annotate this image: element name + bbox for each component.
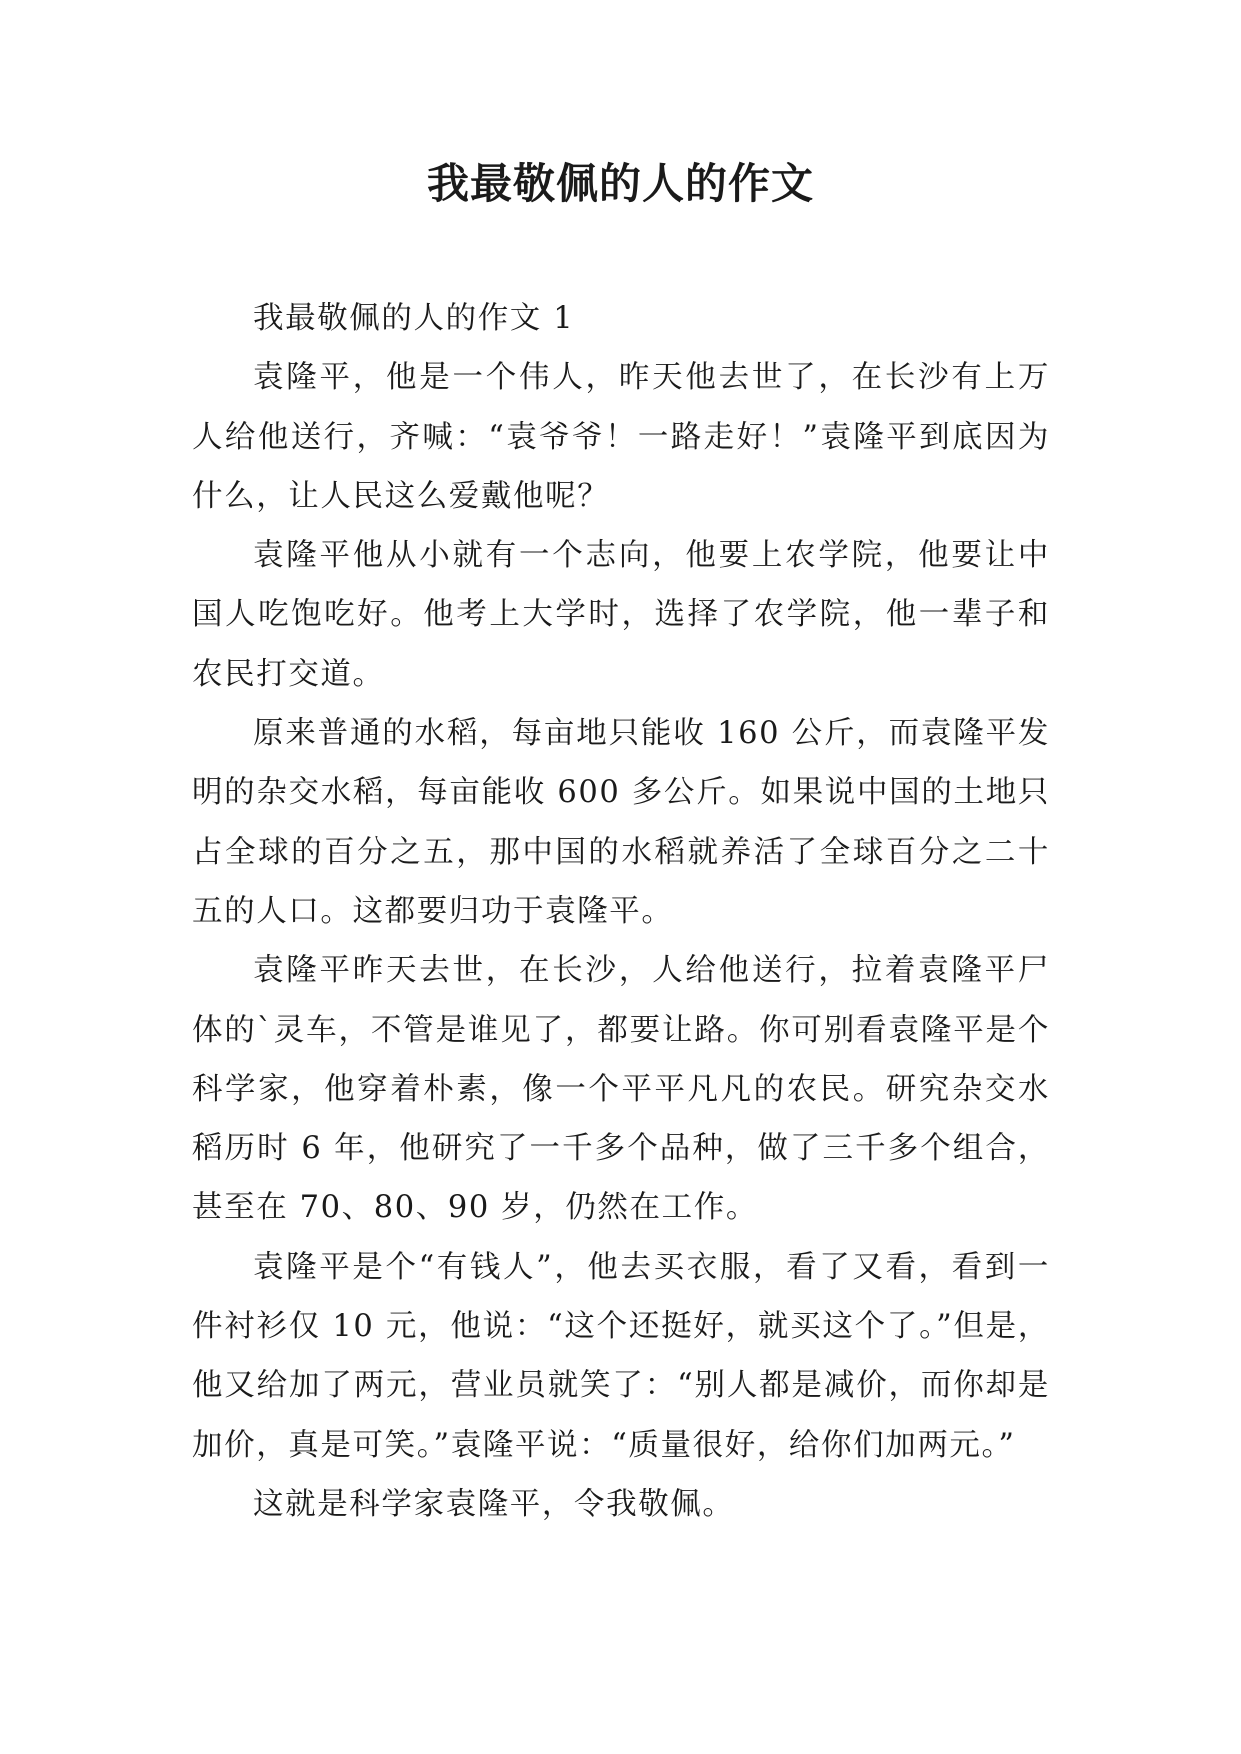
paragraph: 原来普通的水稻，每亩地只能收 160 公斤，而袁隆平发明的杂交水稻，每亩能收 600 多公斤。如果说中国的土地只占全球的百分之五，那中国的水稻就养活了全球百分之二十五的人口。这都要归功于袁隆平。 [192,716,1050,929]
paragraph: 袁隆平昨天去世，在长沙，人给他送行，拉着袁隆平尸体的`灵车，不管是谁见了，都要让路。你可别看袁隆平是个科学家，他穿着朴素，像一个平平凡凡的农民。研究杂交水稻历时 6 年，他研究了一千多个品种，做了三千多个组合，甚至在 70、80、90 岁，仍然在工作。 [192,953,1050,1226]
paragraph-subtitle: 我最敬佩的人的作文 1 [253,301,575,336]
paragraph: 这就是科学家袁隆平，令我敬佩。 [253,1486,735,1522]
paragraph: 袁隆平是个“有钱人”，他去买衣服，看了又看，看到一件衬衫仅 10 元，他说：“这个还挺好，就买这个了。”但是，他又给加了两元，营业员就笑了：“别人都是减价，而你却是加价，真是可笑。”袁隆平说：“质量很好，给你们加两元。” [192,1249,1050,1463]
paragraph: 袁隆平他从小就有一个志向，他要上农学院，他要让中国人吃饱吃好。他考上大学时，选择了农学院，他一辈子和农民打交道。 [192,538,1050,692]
document-title: 我最敬佩的人的作文 [426,159,814,208]
document-body [192,289,1050,1534]
paragraph: 袁隆平，他是一个伟人，昨天他去世了，在长沙有上万人给他送行，齐喊：“袁爷爷！一路走好！”袁隆平到底因为什么，让人民这么爱戴他呢？ [192,360,1050,514]
